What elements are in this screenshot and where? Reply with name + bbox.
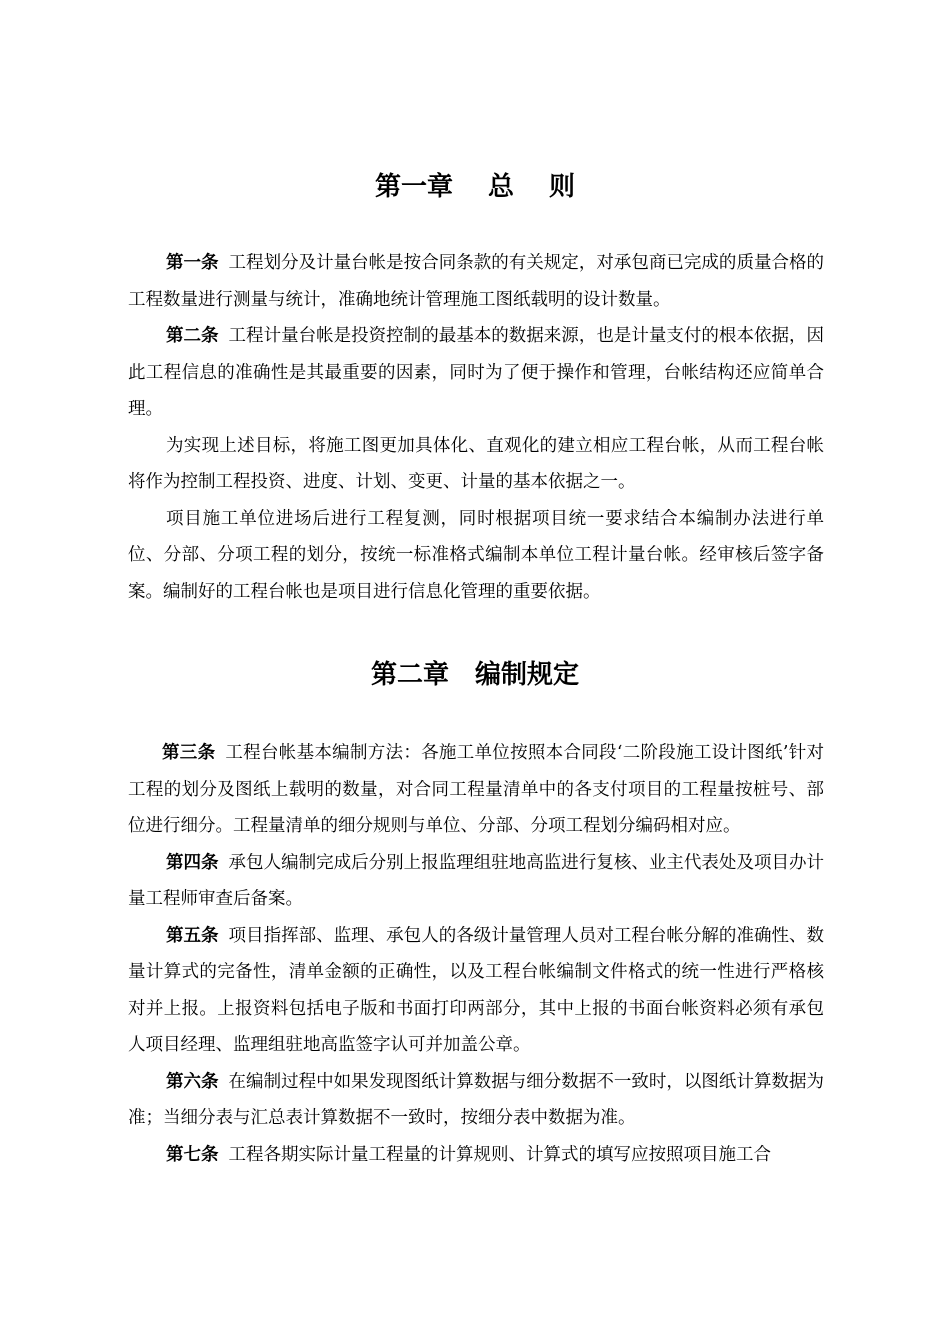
article-text: 承包人编制完成后分别上报监理组驻地高监进行复核、业主代表处及项目办计量工程师审查后备案。 [128, 852, 825, 909]
paragraph [128, 501, 824, 611]
article-2 [128, 318, 824, 428]
paragraph [128, 428, 824, 501]
article-text: 工程计量台帐是投资控制的最基本的数据来源，也是计量支付的根本依据，因此工程信息的准确性是其最重要的因素，同时为了便于操作和管理，台帐结构还应简单合理。 [128, 326, 825, 419]
article-label: 第一条 [166, 253, 219, 273]
article-label: 第四条 [166, 852, 219, 873]
article-label: 第六条 [166, 1071, 219, 1092]
article-7 [128, 1137, 824, 1174]
article-3 [128, 735, 824, 845]
chapter-2-title: 第二章 编制规定 [370, 660, 579, 690]
article-1 [128, 245, 824, 318]
article-text: 工程台帐基本编制方法：各施工单位按照本合同段‘二阶段施工设计图纸’针对工程的划分及图纸上载明的数量，对合同工程量清单中的各支付项目的工程量按桩号、部位进行细分。工程量清单的细分规则与单位、分部、分项工程划分编码相对应。 [128, 743, 825, 836]
article-label: 第五条 [166, 925, 219, 946]
paragraph-text: 为实现上述目标，将施工图更加具体化、直观化的建立相应工程台帐，从而工程台帐将作为控制工程投资、进度、计划、变更、计量的基本依据之一。 [128, 435, 824, 492]
article-text: 工程划分及计量台帐是按合同条款的有关规定，对承包商已完成的质量合格的工程数量进行测量与统计，准确地统计管理施工图纸载明的设计数量。 [128, 253, 825, 310]
article-text: 工程各期实际计量工程量的计算规则、计算式的填写应按照项目施工合 [228, 1144, 771, 1165]
article-6 [128, 1064, 824, 1137]
article-label: 第二条 [166, 326, 219, 346]
article-4 [128, 845, 824, 918]
article-text: 项目指挥部、监理、承包人的各级计量管理人员对工程台帐分解的准确性、数量计算式的完备性，清单金额的正确性，以及工程台帐编制文件格式的统一性进行严格核对并上报。上报资料包括电子版和书面打印两部分，其中上报的书面台帐资料必须有承包人项目经理、监理组驻地高监签字认可并加盖公章。 [128, 925, 825, 1055]
chapter-2-body [128, 735, 824, 1173]
article-label: 第七条 [166, 1144, 219, 1165]
article-label: 第三条 [162, 743, 216, 763]
paragraph-text: 项目施工单位进场后进行工程复测，同时根据项目统一要求结合本编制办法进行单位、分部、分项工程的划分，按统一标准格式编制本单位工程计量台帐。经审核后签字备案。编制好的工程台帐也是项目进行信息化管理的重要依据。 [128, 508, 824, 602]
article-text: 在编制过程中如果发现图纸计算数据与细分数据不一致时，以图纸计算数据为准；当细分表与汇总表计算数据不一致时，按细分表中数据为准。 [128, 1071, 825, 1128]
article-5 [128, 918, 824, 1064]
chapter-1-title: 第一章 总 则 [374, 172, 576, 202]
chapter-1-body [128, 245, 824, 610]
